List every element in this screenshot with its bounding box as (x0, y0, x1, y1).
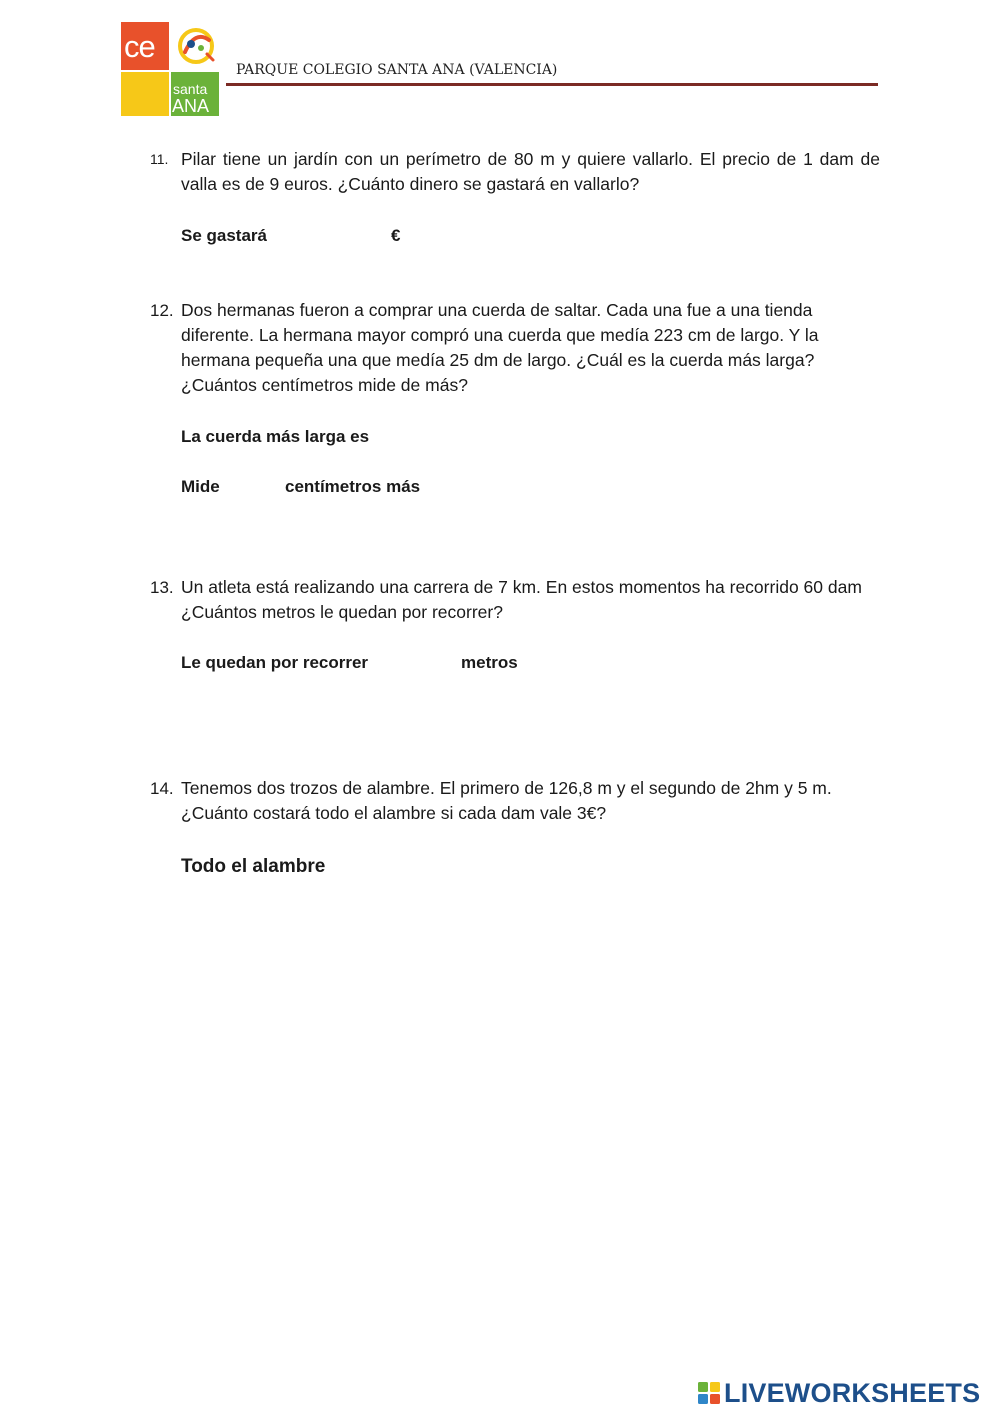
answer-11-label: Se gastará (181, 226, 267, 245)
answer-12-longest-label: La cuerda más larga es (181, 427, 370, 446)
answer-12-unit: centímetros más (285, 477, 421, 496)
question-text: Dos hermanas fueron a comprar una cuerda de saltar. Cada una fue a una tienda diferente. La hermana mayor compró una cuerda que medía 223 cm de largo. Y la hermana pequeña una que medía 25 dm de largo. ¿Cuál es la cuerda más larga? ¿Cuántos centímetros mide de más? (181, 300, 819, 395)
school-name: PARQUE COLEGIO SANTA ANA (VALENCIA) (236, 62, 558, 78)
question-number: 12. (150, 301, 174, 320)
question-number: 13. (150, 578, 174, 597)
answer-11-unit: € (391, 226, 401, 245)
question-14 (150, 776, 880, 826)
header-divider (226, 83, 878, 86)
question-text: Tenemos dos trozos de alambre. El primero de 126,8 m y el segundo de 2hm y 5 m. ¿Cuánto costará todo el alambre si cada dam vale 3€? (181, 778, 832, 823)
logo-ce-text: ce (124, 29, 155, 64)
logo-santa-text: santa (173, 81, 208, 97)
question-text: Un atleta está realizando una carrera de 7 km. En estos momentos ha recorrido 60 dam ¿Cuántos metros le quedan por recorrer? (181, 577, 862, 622)
question-number: 14. (150, 779, 174, 798)
answer-14-label: Todo el alambre (181, 856, 326, 877)
school-logo (121, 22, 219, 116)
answer-13-label: Le quedan por recorrer (181, 653, 369, 672)
answer-12-mide-label: Mide (181, 477, 220, 496)
question-12 (150, 298, 880, 398)
answer-13-unit: metros (461, 653, 518, 672)
logo-emblem-icon (173, 24, 219, 68)
question-13 (150, 575, 880, 625)
logo-yellow-square (121, 72, 169, 116)
liveworksheets-wordmark: LIVEWORKSHEETS (724, 1378, 981, 1408)
question-text: Pilar tiene un jardín con un perímetro de 80 m y quiere vallarlo. El precio de 1 dam de valla es de 9 euros. ¿Cuánto dinero se gastará en vallarlo? (181, 149, 880, 194)
question-number: 11. (150, 151, 169, 167)
liveworksheets-logo-icon (698, 1382, 722, 1404)
logo-ana-text: ANA (172, 96, 210, 116)
question-11 (150, 147, 880, 197)
